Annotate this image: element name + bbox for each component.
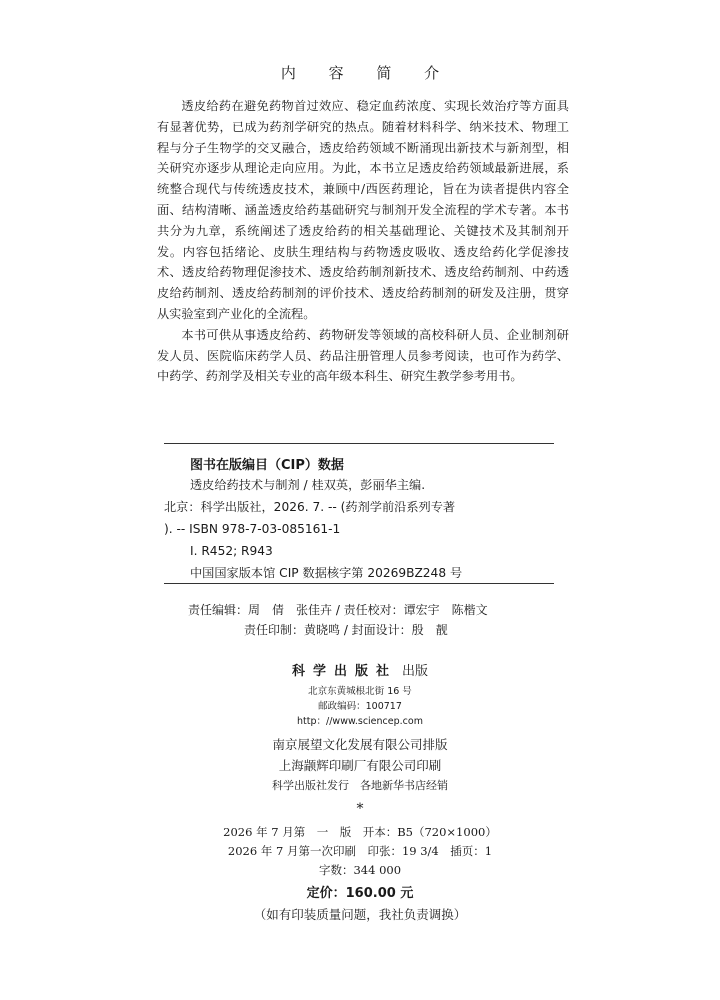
publisher-suffix: 出版 bbox=[402, 664, 429, 679]
edition-line: 2026 年 7 月第 一 版 开本：B5（720×1000） bbox=[223, 825, 497, 839]
cip-line: Ⅰ. R452; R943 bbox=[190, 544, 273, 558]
page-title: 内 容 简 介 bbox=[280, 64, 454, 82]
editors-line: 责任印制：黄晓鸣 / 封面设计：殷 靓 bbox=[244, 623, 448, 637]
cip-line: 北京：科学出版社，2026. 7. -- (药剂学前沿系列专著 bbox=[164, 500, 456, 514]
cip-record bbox=[164, 474, 554, 584]
publisher-postcode: 邮政编码：100717 bbox=[318, 701, 402, 712]
typesetting-line: 南京展望文化发展有限公司排版 bbox=[272, 737, 448, 752]
cip-heading: 图书在版编目（CIP）数据 bbox=[190, 458, 344, 473]
print-line: 2026 年 7 月第一次印刷 印张：19 3/4 插页：1 bbox=[227, 844, 493, 858]
quality-notice: （如有印装质量问题，我社负责调换） bbox=[253, 907, 467, 922]
content-summary bbox=[157, 96, 569, 387]
word-count: 字数：344 000 bbox=[318, 863, 402, 877]
publisher-address: 北京东黄城根北街 16 号 bbox=[308, 686, 412, 697]
editors-block bbox=[160, 600, 580, 640]
cip-line: ). -- ISBN 978-7-03-085161-1 bbox=[164, 522, 341, 536]
editors-line: 责任编辑：周 倩 张佳卉 / 责任校对：谭宏宇 陈楷文 bbox=[188, 603, 488, 617]
cip-top-rule bbox=[164, 443, 554, 444]
printing-line: 上海颛辉印刷厂有限公司印刷 bbox=[278, 758, 442, 773]
publisher-website: http：//www.sciencep.com bbox=[297, 716, 423, 727]
cip-line: 中国国家版本馆 CIP 数据核字第 20269BZ248 号 bbox=[190, 566, 463, 580]
separator-star: * bbox=[356, 801, 364, 817]
summary-paragraph: 本书可供从事透皮给药、药物研发等领域的高校科研人员、企业制剂研发人员、医院临床药学人员、药品注册管理人员参考阅读，也可作为药学、中药学、药剂学及相关专业的高年级本科生、研究生教学参考用书。 bbox=[157, 327, 569, 384]
cip-bottom-rule bbox=[164, 583, 554, 584]
publisher-line bbox=[0, 660, 720, 679]
cip-line: 透皮给药技术与制剂 / 桂双英，彭丽华主编. bbox=[190, 478, 426, 492]
publisher-logo: 科学出版社 bbox=[291, 664, 397, 679]
distribution-line: 科学出版社发行 各地新华书店经销 bbox=[272, 779, 448, 792]
summary-paragraph: 透皮给药在避免药物首过效应、稳定血药浓度、实现长效治疗等方面具有显著优势，已成为药剂学研究的热点。随着材料科学、纳米技术、物理工程与分子生物学的交叉融合，透皮给药领域不断涌现出新技术与新剂型，相关研究亦逐步从理论走向应用。为此，本书立足透皮给药领域最新进展，系统整合现代与传统透皮技术，兼顾中/西医药理论，旨在为读者提供内容全面、结构清晰、涵盖透皮给药基础研究与制剂开发全流程的学术专著。本书共分为九章，系统阐述了透皮给药的相关基础理论、关键技术及其制剂开发。内容包括绪论、皮肤生理结构与药物透皮吸收、透皮给药化学促渗技术、透皮给药物理促渗技术、透皮给药制剂新技术、透皮给药制剂、中药透皮给药制剂、透皮给药制剂的评价技术、透皮给药制剂的研发及注册，贯穿从实验室到产业化的全流程。 bbox=[157, 99, 569, 321]
price: 定价：160.00 元 bbox=[306, 886, 414, 901]
